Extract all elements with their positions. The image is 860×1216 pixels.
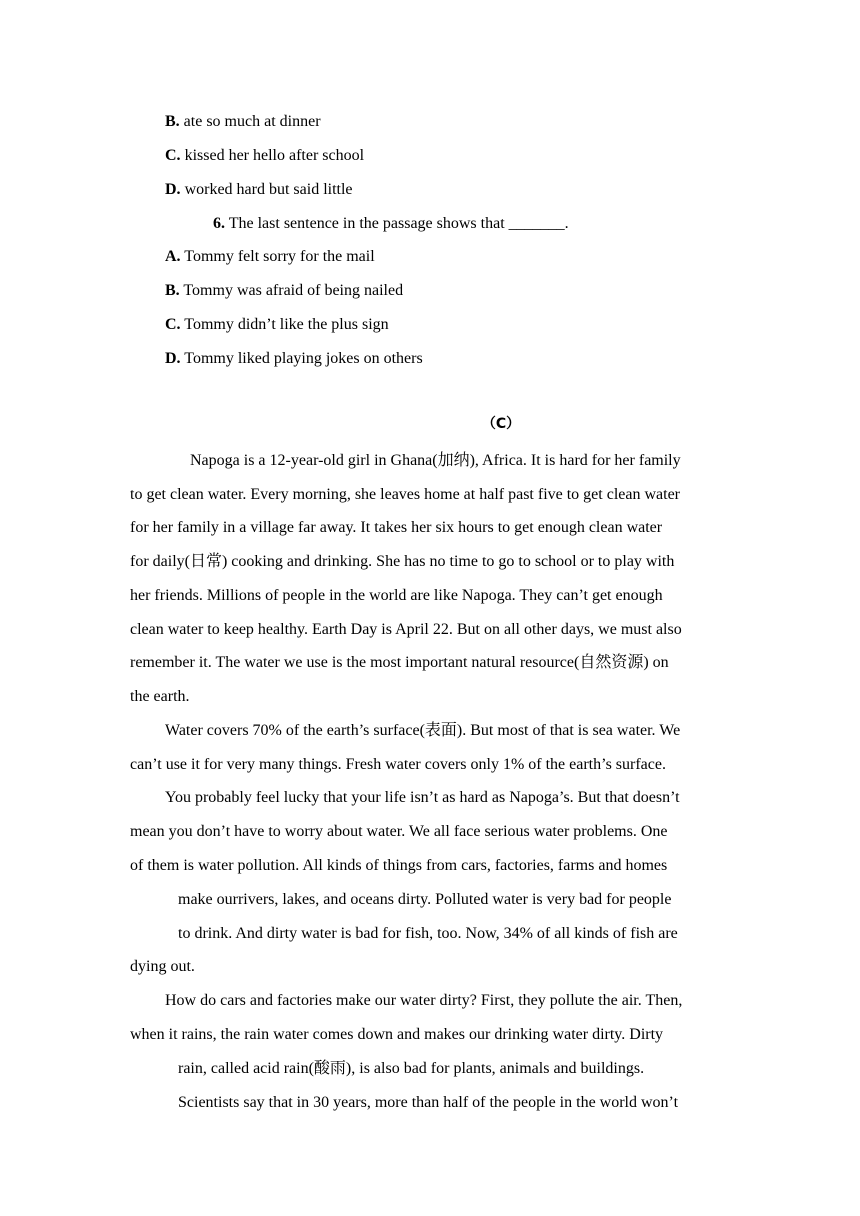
- option-q6-c: [165, 315, 389, 335]
- option-q5-b: [165, 112, 321, 132]
- option-q6-b: [165, 281, 403, 301]
- passage-line: dying out.: [130, 958, 195, 975]
- passage-line: when it rains, the rain water comes down and makes our drinking water dirty. Dirty: [130, 1026, 664, 1043]
- passage-line: rain, called acid rain(酸雨), is also bad for plants, animals and buildings.: [178, 1060, 645, 1077]
- passage-line: to drink. And dirty water is bad for fish, too. Now, 34% of all kinds of fish are: [178, 925, 678, 942]
- option-text: Tommy was afraid of being nailed: [183, 282, 404, 299]
- option-letter: C.: [165, 316, 181, 333]
- option-text: kissed her hello after school: [184, 147, 365, 164]
- passage-line: Water covers 70% of the earth’s surface(表面). But most of that is sea water. We: [165, 722, 681, 739]
- passage-line: the earth.: [130, 688, 190, 705]
- passage-line: for daily(日常) cooking and drinking. She has no time to go to school or to play with: [130, 553, 675, 570]
- passage-line: Scientists say that in 30 years, more than half of the people in the world won’t: [178, 1094, 679, 1111]
- option-letter: A.: [165, 248, 181, 265]
- option-text: Tommy didn’t like the plus sign: [184, 316, 389, 333]
- option-text: Tommy felt sorry for the mail: [184, 248, 375, 265]
- passage-line: make ourrivers, lakes, and oceans dirty. Polluted water is very bad for people: [178, 891, 672, 908]
- passage-line: to get clean water. Every morning, she leaves home at half past five to get clean water: [130, 486, 681, 503]
- option-letter: B.: [165, 282, 180, 299]
- passage-line: for her family in a village far away. It takes her six hours to get enough clean water: [130, 519, 663, 536]
- passage-line: her friends. Millions of people in the world are like Napoga. They can’t get enough: [130, 587, 663, 604]
- passage-line: of them is water pollution. All kinds of things from cars, factories, farms and homes: [130, 857, 668, 874]
- option-q6-d: [165, 349, 423, 369]
- option-q5-c: [165, 146, 364, 166]
- section-heading: （C）: [481, 416, 521, 432]
- option-letter: D.: [165, 181, 181, 198]
- passage-line: remember it. The water we use is the most important natural resource(自然资源) on: [130, 654, 669, 671]
- passage-line: You probably feel lucky that your life isn’t as hard as Napoga’s. But that doesn’t: [165, 789, 680, 806]
- option-letter: C.: [165, 147, 181, 164]
- option-text: Tommy liked playing jokes on others: [184, 350, 423, 367]
- option-letter: B.: [165, 113, 180, 130]
- passage-line: clean water to keep healthy. Earth Day is April 22. But on all other days, we must also: [130, 621, 682, 638]
- passage-line: mean you don’t have to worry about water. We all face serious water problems. One: [130, 823, 668, 840]
- option-q5-d: [165, 180, 353, 200]
- option-text: ate so much at dinner: [183, 113, 321, 130]
- option-letter: D.: [165, 350, 181, 367]
- passage-line: can’t use it for very many things. Fresh water covers only 1% of the earth’s surface.: [130, 756, 666, 773]
- question-6: [213, 214, 569, 234]
- passage-line: How do cars and factories make our water dirty? First, they pollute the air. Then,: [165, 992, 683, 1009]
- passage-line: Napoga is a 12-year-old girl in Ghana(加纳), Africa. It is hard for her family: [190, 452, 681, 469]
- question-number: 6.: [213, 215, 225, 232]
- question-text: The last sentence in the passage shows that _______.: [228, 215, 569, 232]
- option-text: worked hard but said little: [184, 181, 353, 198]
- option-q6-a: [165, 247, 375, 267]
